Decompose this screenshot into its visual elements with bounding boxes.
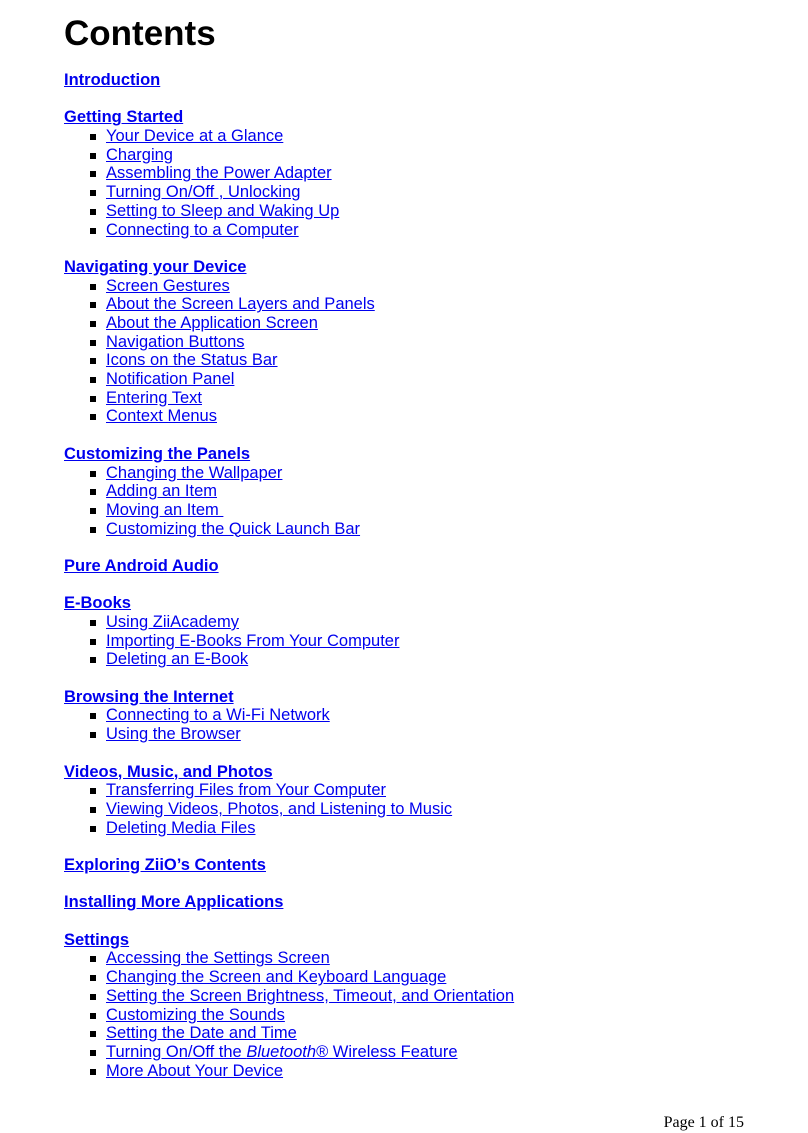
subsection-list [64, 613, 764, 669]
toc-section [64, 931, 764, 1081]
square-bullet-icon [90, 1050, 96, 1056]
square-bullet-icon [90, 134, 96, 140]
section-link[interactable]: Exploring ZiiO’s Contents [64, 856, 266, 874]
subsection-link[interactable]: Setting the Screen Brightness, Timeout, and Orientation [106, 986, 515, 1005]
subsection-list [64, 706, 764, 743]
list-item [64, 183, 764, 202]
subsection-link[interactable]: Navigation Buttons [106, 332, 245, 351]
square-bullet-icon [90, 228, 96, 234]
table-of-contents [64, 71, 764, 1099]
subsection-link[interactable]: Screen Gestures [106, 276, 230, 295]
square-bullet-icon [90, 788, 96, 794]
page-number: Page 1 of 15 [663, 1114, 744, 1131]
list-item [64, 613, 764, 632]
subsection-list [64, 127, 764, 239]
square-bullet-icon [90, 639, 96, 645]
list-item [64, 632, 764, 651]
square-bullet-icon [90, 620, 96, 626]
list-item [64, 987, 764, 1006]
square-bullet-icon [90, 975, 96, 981]
subsection-link[interactable]: Charging [106, 145, 173, 164]
square-bullet-icon [90, 994, 96, 1000]
subsection-link[interactable]: Context Menus [106, 407, 217, 426]
square-bullet-icon [90, 1031, 96, 1037]
subsection-link[interactable]: Using ZiiAcademy [106, 613, 239, 632]
section-link[interactable]: Getting Started [64, 108, 184, 127]
list-item [64, 389, 764, 408]
subsection-link[interactable]: Turning On/Off the Bluetooth® Wireless Feature [106, 1042, 458, 1061]
subsection-link[interactable]: Deleting an E-Book [106, 650, 249, 669]
subsection-list [64, 781, 764, 837]
square-bullet-icon [90, 340, 96, 346]
subsection-link[interactable]: Viewing Videos, Photos, and Listening to Music [106, 799, 453, 818]
subsection-link[interactable]: Accessing the Settings Screen [106, 949, 330, 968]
list-item [64, 127, 764, 146]
subsection-list [64, 277, 764, 427]
list-item [64, 1024, 764, 1043]
list-item [64, 202, 764, 221]
section-link[interactable]: Introduction [64, 71, 161, 89]
subsection-link[interactable]: More About Your Device [106, 1061, 284, 1080]
square-bullet-icon [90, 190, 96, 196]
section-link[interactable]: Navigating your Device [64, 257, 247, 276]
list-item [64, 277, 764, 296]
square-bullet-icon [90, 489, 96, 495]
list-item [64, 781, 764, 800]
square-bullet-icon [90, 153, 96, 159]
square-bullet-icon [90, 302, 96, 308]
section-link[interactable]: Videos, Music, and Photos [64, 762, 273, 781]
toc-section [64, 893, 764, 912]
square-bullet-icon [90, 1069, 96, 1075]
subsection-link[interactable]: Entering Text [106, 388, 203, 407]
square-bullet-icon [90, 284, 96, 290]
square-bullet-icon [90, 396, 96, 402]
section-link[interactable]: Browsing the Internet [64, 687, 234, 706]
subsection-link[interactable]: Using the Browser [106, 725, 241, 744]
toc-section [64, 445, 764, 538]
list-item [64, 407, 764, 426]
square-bullet-icon [90, 713, 96, 719]
subsection-list [64, 464, 764, 539]
list-item [64, 164, 764, 183]
square-bullet-icon [90, 377, 96, 383]
square-bullet-icon [90, 527, 96, 533]
list-item [64, 650, 764, 669]
section-link[interactable]: E-Books [64, 594, 131, 613]
subsection-link[interactable]: Icons on the Status Bar [106, 351, 278, 370]
list-item [64, 520, 764, 539]
toc-section [64, 594, 764, 669]
list-item [64, 146, 764, 165]
subsection-link[interactable]: Notification Panel [106, 370, 235, 389]
subsection-link[interactable]: Customizing the Quick Launch Bar [106, 519, 361, 538]
subsection-link[interactable]: Connecting to a Computer [106, 220, 299, 239]
toc-section [64, 258, 764, 426]
subsection-link[interactable]: Customizing the Sounds [106, 1005, 285, 1024]
list-item [64, 370, 764, 389]
subsection-link[interactable]: About the Screen Layers and Panels [106, 295, 375, 314]
square-bullet-icon [90, 209, 96, 215]
subsection-link[interactable]: Transferring Files from Your Computer [106, 781, 386, 800]
square-bullet-icon [90, 508, 96, 514]
list-item [64, 819, 764, 838]
list-item [64, 333, 764, 352]
square-bullet-icon [90, 826, 96, 832]
list-item [64, 314, 764, 333]
subsection-link[interactable]: About the Application Screen [106, 313, 318, 332]
list-item [64, 351, 764, 370]
subsection-link[interactable]: Adding an Item [106, 482, 217, 501]
list-item [64, 295, 764, 314]
square-bullet-icon [90, 358, 96, 364]
list-item [64, 800, 764, 819]
list-item [64, 221, 764, 240]
square-bullet-icon [90, 471, 96, 477]
square-bullet-icon [90, 414, 96, 420]
subsection-link[interactable]: Moving an Item [106, 500, 224, 519]
section-link[interactable]: Pure Android Audio [64, 556, 219, 575]
subsection-link[interactable]: Setting to Sleep and Waking Up [106, 201, 340, 220]
square-bullet-icon [90, 1013, 96, 1019]
subsection-link[interactable]: Setting the Date and Time [106, 1024, 297, 1043]
subsection-link[interactable]: Changing the Wallpaper [106, 463, 283, 482]
toc-section [64, 763, 764, 838]
list-item [64, 482, 764, 501]
square-bullet-icon [90, 171, 96, 177]
square-bullet-icon [90, 321, 96, 327]
subsection-link[interactable]: Assembling the Power Adapter [106, 164, 332, 183]
subsection-link[interactable]: Turning On/Off , Unlocking [106, 183, 301, 202]
section-link[interactable]: Installing More Applications [64, 893, 284, 912]
section-link[interactable]: Customizing the Panels [64, 444, 251, 463]
toc-section [64, 71, 764, 90]
subsection-link[interactable]: Connecting to a Wi-Fi Network [106, 706, 330, 725]
subsection-list [64, 949, 764, 1080]
square-bullet-icon [90, 807, 96, 813]
list-item [64, 1043, 764, 1062]
list-item [64, 1006, 764, 1025]
section-link[interactable]: Settings [64, 930, 130, 949]
square-bullet-icon [90, 956, 96, 962]
list-item [64, 1062, 764, 1081]
subsection-link[interactable]: Deleting Media Files [106, 818, 256, 837]
subsection-link[interactable]: Changing the Screen and Keyboard Language [106, 968, 447, 987]
list-item [64, 725, 764, 744]
square-bullet-icon [90, 657, 96, 663]
list-item [64, 968, 764, 987]
toc-section [64, 108, 764, 239]
square-bullet-icon [90, 732, 96, 738]
subsection-link[interactable]: Your Device at a Glance [106, 127, 284, 146]
list-item [64, 949, 764, 968]
page-title: Contents [64, 14, 216, 53]
list-item [64, 464, 764, 483]
subsection-link[interactable]: Importing E-Books From Your Computer [106, 631, 400, 650]
list-item [64, 706, 764, 725]
list-item [64, 501, 764, 520]
toc-section [64, 557, 764, 576]
toc-section [64, 688, 764, 744]
toc-section [64, 856, 764, 875]
